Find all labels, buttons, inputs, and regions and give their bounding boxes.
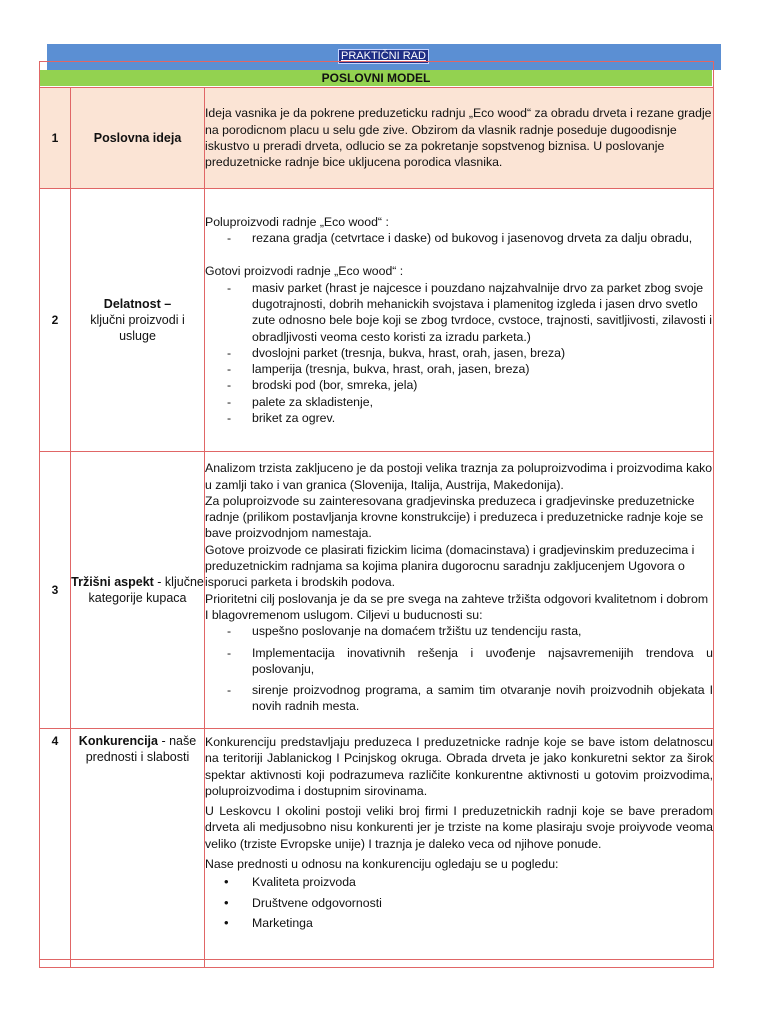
list-item: - rezana gradja (cetvrtace i daske) od bukovog i jasenovog drveta za dalju obradu, bbox=[205, 230, 713, 246]
list-item: - brodski pod (bor, smreka, jela) bbox=[205, 377, 713, 393]
list-item: - lamperija (tresnja, bukva, hrast, orah, jasen, breza) bbox=[205, 361, 713, 377]
row-number: 2 bbox=[40, 189, 71, 452]
goals-list bbox=[205, 623, 713, 714]
list-item: • Marketinga bbox=[205, 913, 713, 934]
semi-products-intro: Poluproizvodi radnje „Eco wood“ : bbox=[205, 214, 389, 229]
list-item: - briket za ogrev. bbox=[205, 410, 713, 426]
document-title: PRAKTIČNI RAD bbox=[341, 50, 426, 62]
paragraph: Prioritetni cilj poslovanja je da se pre svega na zahteve tržišta odgovori kvalitetnom i dobrom I blagovremenom uslugom. Ciljevi u buducnosti su: bbox=[205, 591, 709, 622]
row-number: 4 bbox=[40, 729, 71, 968]
list-item: • Kvaliteta proizvoda bbox=[205, 872, 713, 893]
final-products-intro: Gotovi proizvodi radnje „Eco wood“ : bbox=[205, 264, 404, 279]
list-item: - Implementacija inovativnih rešenja i uvođenje najsavremenijih trendova u poslovanju, bbox=[205, 645, 713, 678]
row-content bbox=[205, 452, 714, 729]
row-label-title: Tržišni aspekt bbox=[71, 575, 154, 589]
row-content bbox=[205, 729, 714, 968]
list-item: - palete za skladistenje, bbox=[205, 394, 713, 410]
row-label-title: Konkurencija bbox=[78, 734, 158, 748]
list-item: - sirenje proizvodnog programa, a samim tim otvaranje novih proizvodnih objekata I novih radnih mesta. bbox=[205, 682, 713, 715]
row-label-title: Poslovna ideja bbox=[93, 131, 182, 145]
list-item: - dvoslojni parket (tresnja, bukva, hrast, orah, jasen, breza) bbox=[205, 345, 713, 361]
table-row bbox=[40, 189, 714, 452]
row-label-subtitle: - ključne kategorije kupaca bbox=[88, 575, 204, 605]
row-number: 3 bbox=[40, 452, 71, 729]
final-products-list bbox=[205, 280, 713, 427]
row-number: 1 bbox=[40, 88, 71, 189]
row-label bbox=[71, 729, 205, 968]
list-item: - masiv parket (hrast je najcesce i pouzdano najzahvalnije drvo za parket zbog svoje dugotrajnosti, dobrih mehanickih svojstava i plamenitog izgleda i jasen drvo svetlo zute odnosno bele boje koji se zbog tvrdoce, cvstoce, trajnosti, savitljivosti, zilavosti i obradljivosti veoma cesto koristi za izradu parketa.) bbox=[205, 280, 713, 345]
model-title-bar: POSLOVNI MODEL bbox=[40, 70, 712, 86]
table-row bbox=[40, 88, 714, 189]
row-label bbox=[71, 452, 205, 729]
row-label bbox=[71, 88, 205, 189]
paragraph: Gotove proizvode ce plasirati fizickim licima (domacinstava) i gradjevinskim preduzecima i preduzetnickim radnjama sa kojima planira dugorocnu saradnju zakljucenjem Ugovora o isporuci parketa i brodskih podova. bbox=[205, 542, 695, 590]
advantages-list bbox=[205, 872, 713, 934]
semi-products-list bbox=[205, 230, 713, 246]
paragraph: Konkurenciju predstavljaju preduzeca I preduzetnicke radnje koje se bave istom delatnoscu na teritoriji Jablanickog I Pcinjskog okruga. Obrada drveta je jako konkuretni sektor za širok spektar aktivnosti koji podrazumeva različite konkurentne aktivnosti u gotovim proizvodima, poluproizvodima i dostupnim sirovinama. bbox=[205, 735, 713, 798]
table-row bbox=[40, 729, 714, 968]
business-model-table bbox=[39, 87, 714, 968]
paragraph: U Leskovcu I okolini postoji veliki broj firmi I preduzetnickih radnji koje se bave preradom drveta ali medjusobno nisu konkurenti jer je trziste na kome plasiraju svoje proiyvode veoma veliko (trziste Evropske unije) I traznja je daleko veca od njihove ponude. bbox=[205, 804, 713, 851]
row-label-subtitle: - naše prednosti i slabosti bbox=[85, 734, 197, 764]
row-content bbox=[205, 189, 714, 452]
row-label bbox=[71, 189, 205, 452]
business-idea-text: Ideja vasnika je da pokrene preduzeticku radnju „Eco wood“ za obradu drveta i rezane gradje na porodicnom placu u selu gde zive. Obzirom da vlasnik radnje poseduje dugoodisnje iskustvo u preradi drveta, odlucio se za pokretanje sopstvenog biznisa. U poslovanje preduzetnicke radnje bice ukljucena porodica vlasnika. bbox=[205, 106, 712, 170]
list-item: • Društvene odgovornosti bbox=[205, 893, 713, 914]
table-row bbox=[40, 452, 714, 729]
list-item: - uspešno poslovanje na domaćem tržištu uz tendenciju rasta, bbox=[205, 623, 713, 639]
row-label-subtitle: ključni proizvodi i usluge bbox=[90, 313, 185, 343]
paragraph: Nase prednosti u odnosu na konkurenciju ogledaju se u pogledu: bbox=[205, 857, 559, 872]
row-content bbox=[205, 88, 714, 189]
paragraph: Za poluproizvode su zainteresovana gradjevinska preduzeca i gradjevinske preduzetnicke radnje (prilikom postavljanja krovne konstrukcije) i preduzeca i preduzetnicke radnje koje se bave proizvodnjom namestaja. bbox=[205, 493, 704, 541]
paragraph: Analizom trzista zakljuceno je da postoji velika traznja za poluproizvodima i proizvodima kako u zamlji tako i van granica (Slovenija, Italija, Austrija, Makedonija). bbox=[205, 461, 713, 492]
row-label-title: Delatnost – bbox=[103, 297, 172, 311]
